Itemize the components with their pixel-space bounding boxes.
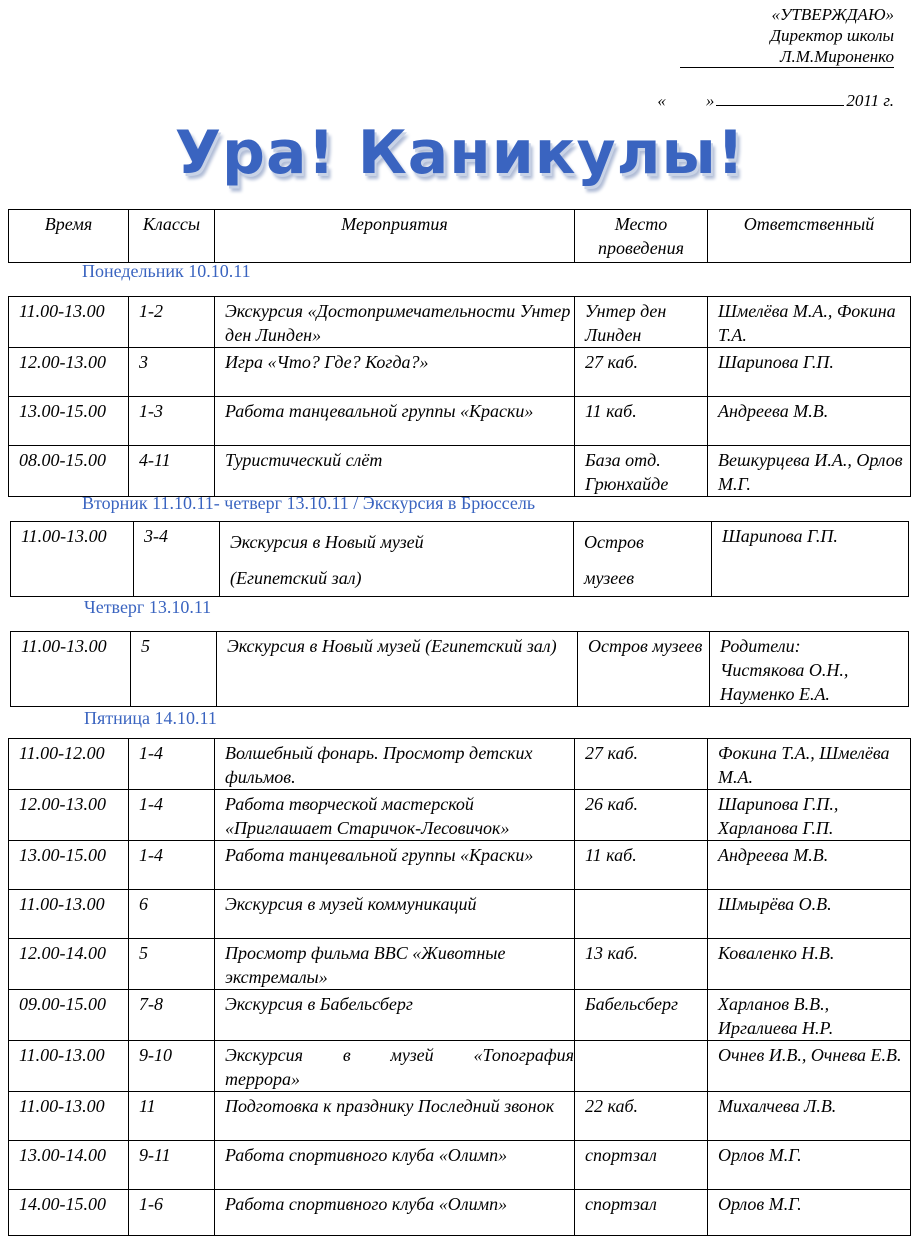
approval-block (680, 4, 894, 68)
approval-signature: Л.М.Мироненко (680, 46, 894, 68)
day-label-friday: Пятница 14.10.11 (84, 708, 217, 728)
col-time: Время (9, 210, 129, 263)
table-row: 13.00-15.00 1-3 Работа танцевальной группы «Краски» 11 каб. Андреева М.В. (9, 397, 911, 446)
header-table (8, 209, 911, 263)
approval-date: « » 2011 г. (657, 91, 894, 110)
col-events: Мероприятия (215, 210, 575, 263)
monday-table (8, 296, 911, 497)
table-row: 12.00-13.00 1-4 Работа творческой мастерской «Приглашает Старичок-Лесовичок» 26 каб. Шарипова Г.П., Харланова Г.П. (9, 790, 911, 841)
table-row: 14.00-15.00 1-6 Работа спортивного клуба «Олимп» спортзал Орлов М.Г. (9, 1190, 911, 1236)
day-label-thursday: Четверг 13.10.11 (84, 597, 212, 617)
col-place: Место проведения (575, 210, 708, 263)
table-row: 12.00-13.00 3 Игра «Что? Где? Когда?» 27 каб. Шарипова Г.П. (9, 348, 911, 397)
approval-title: «УТВЕРЖДАЮ» (771, 5, 894, 24)
table-row: 11.00-13.00 5 Экскурсия в Новый музей (Египетский зал) Остров музеев Родители: Чистякова О.Н., Науменко Е.А. (11, 632, 909, 707)
table-row: 09.00-15.00 7-8 Экскурсия в Бабельсберг Бабельсберг Харланов В.В., Иргалиева Н.Р. (9, 990, 911, 1041)
table-row: 11.00-13.00 3-4 Экскурсия в Новый музей (Египетский зал) Остров музеев Шарипова Г.П. (11, 522, 909, 597)
day-label-monday: Понедельник 10.10.11 (82, 261, 251, 281)
table-row: 11.00-12.00 1-4 Волшебный фонарь. Просмотр детских фильмов. 27 каб. Фокина Т.А., Шмелёва М.А. (9, 739, 911, 790)
table-row: 13.00-14.00 9-11 Работа спортивного клуба «Олимп» спортзал Орлов М.Г. (9, 1141, 911, 1190)
day-label-tuesday: Вторник 11.10.11- четверг 13.10.11 / Экскурсия в Брюссель (82, 493, 536, 513)
table-row: 12.00-14.00 5 Просмотр фильма BBC «Животные экстремалы» 13 каб. Коваленко Н.В. (9, 939, 911, 990)
table-row: 11.00-13.00 6 Экскурсия в музей коммуникаций Шмырёва О.В. (9, 890, 911, 939)
col-responsible: Ответственный (708, 210, 911, 263)
table-row: 11.00-13.00 1-2 Экскурсия «Достопримечательности Унтер ден Линден» Унтер ден Линден Шмелёва М.А., Фокина Т.А. (9, 297, 911, 348)
friday-table (8, 738, 911, 1236)
page-title: Ура! Каникулы! (174, 118, 746, 188)
table-row: 08.00-15.00 4-11 Туристический слёт База отд. Грюнхайде Вешкурцева И.А., Орлов М.Г. (9, 446, 911, 497)
table-row: 13.00-15.00 1-4 Работа танцевальной группы «Краски» 11 каб. Андреева М.В. (9, 841, 911, 890)
thursday-table (10, 631, 909, 707)
table-row: 11.00-13.00 9-10 Экскурсия в музей «Топография террора» Очнев И.В., Очнева Е.В. (9, 1041, 911, 1092)
approval-position: Директор школы (770, 26, 894, 45)
col-classes: Классы (129, 210, 215, 263)
table-row: 11.00-13.00 11 Подготовка к празднику Последний звонок 22 каб. Михалчева Л.В. (9, 1092, 911, 1141)
tuesday-table (10, 521, 909, 597)
